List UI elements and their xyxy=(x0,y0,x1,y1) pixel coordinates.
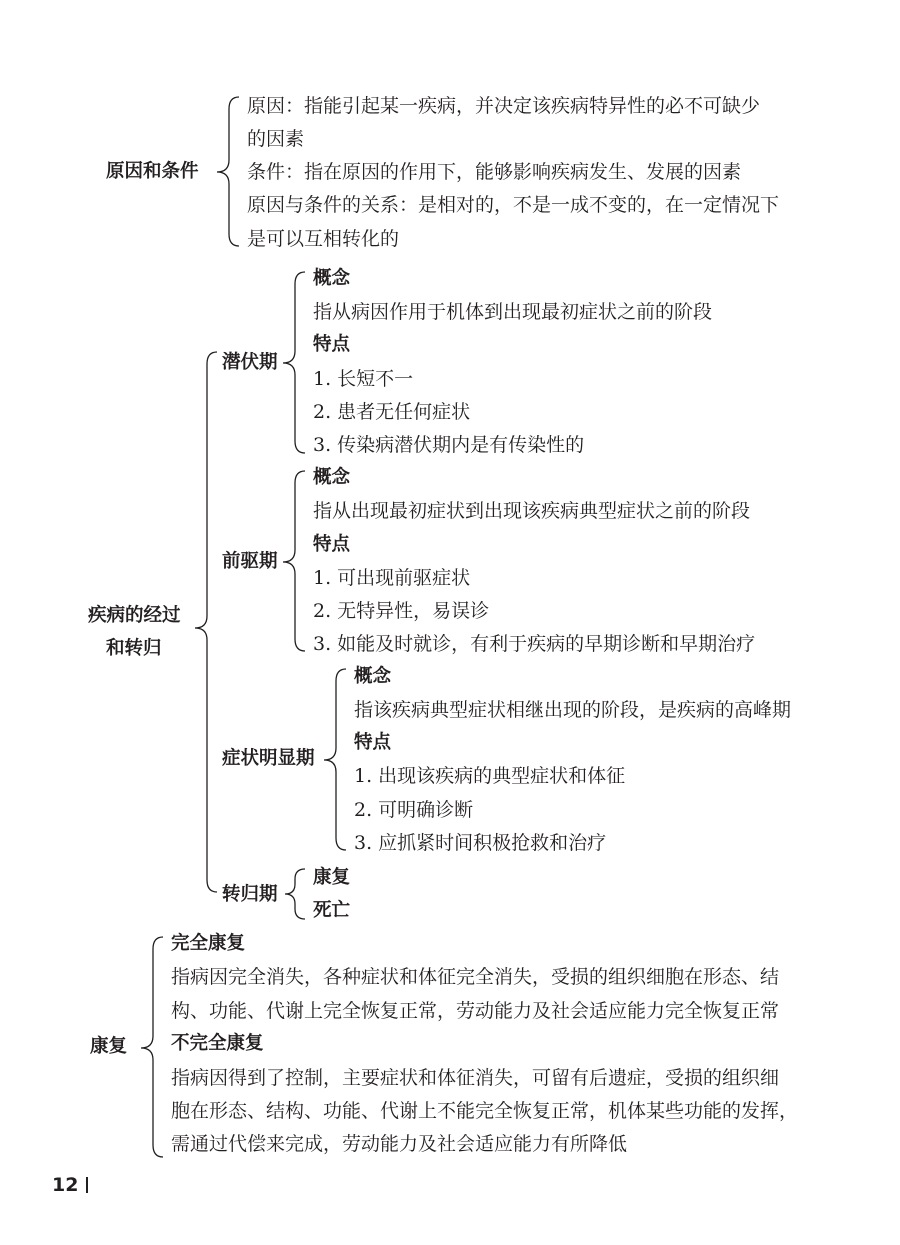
incomplete-recovery-heading: 不完全康复 xyxy=(171,1033,264,1054)
prodromal-feature-1: 1. 可出现前驱症状 xyxy=(313,567,471,589)
symptomatic-concept-text: 指该疾病典型症状相继出现的阶段，是疾病的高峰期 xyxy=(354,699,792,721)
prodromal-feature-3: 3. 如能及时就诊，有利于疾病的早期诊断和早期治疗 xyxy=(313,633,756,655)
cause-definition-line2: 的因素 xyxy=(247,128,305,150)
course-outcome-label-line1: 疾病的经过 xyxy=(88,605,181,626)
complete-recovery-heading: 完全康复 xyxy=(171,933,246,954)
brace-outcome xyxy=(285,869,305,919)
relation-line1: 原因与条件的关系：是相对的，不是一成不变的，在一定情况下 xyxy=(247,194,780,216)
complete-recovery-text-line1: 指病因完全消失，各种症状和体征完全消失，受损的组织细胞在形态、结 xyxy=(171,966,780,988)
brace-latent xyxy=(283,272,305,453)
brace-prodromal xyxy=(283,471,305,651)
outcome-period-label: 转归期 xyxy=(222,884,278,905)
latent-feature-1: 1. 长短不一 xyxy=(313,368,414,390)
outcome-recovery: 康复 xyxy=(313,867,351,888)
brace-symptom xyxy=(324,669,346,850)
latent-concept-text: 指从病因作用于机体到出现最初症状之前的阶段 xyxy=(313,301,713,323)
latent-feature-2: 2. 患者无任何症状 xyxy=(313,401,471,423)
prodromal-feature-2: 2. 无特异性，易误诊 xyxy=(313,600,490,622)
incomplete-recovery-text-line1: 指病因得到了控制，主要症状和体征消失，可留有后遗症，受损的组织细 xyxy=(171,1067,780,1089)
latent-period-label: 潜伏期 xyxy=(222,352,278,373)
incomplete-recovery-text-line2: 胞在形态、结构、功能、代谢上不能完全恢复正常，机体某些功能的发挥， xyxy=(171,1100,799,1122)
incomplete-recovery-text-line3: 需通过代偿来完成，劳动能力及社会适应能力有所降低 xyxy=(171,1133,628,1155)
prodromal-concept-text: 指从出现最初症状到出现该疾病典型症状之前的阶段 xyxy=(313,500,751,522)
course-outcome-label-line2: 和转归 xyxy=(106,638,162,659)
prodromal-features-heading: 特点 xyxy=(313,534,351,555)
latent-concept-heading: 概念 xyxy=(313,268,351,289)
condition-definition: 条件：指在原因的作用下，能够影响疾病发生、发展的因素 xyxy=(247,161,742,183)
symptomatic-feature-2: 2. 可明确诊断 xyxy=(354,799,474,821)
recovery-label: 康复 xyxy=(90,1036,128,1057)
outcome-death: 死亡 xyxy=(313,900,351,921)
complete-recovery-text-line2: 构、功能、代谢上完全恢复正常，劳动能力及社会适应能力完全恢复正常 xyxy=(171,1000,780,1022)
symptomatic-period-label: 症状明显期 xyxy=(222,748,315,769)
symptomatic-feature-1: 1. 出现该疾病的典型症状和体征 xyxy=(354,765,626,787)
brace-course xyxy=(195,352,217,892)
prodromal-period-label: 前驱期 xyxy=(222,551,278,572)
symptomatic-concept-heading: 概念 xyxy=(354,666,392,687)
page-number: 12 xyxy=(52,1174,79,1196)
relation-line2: 是可以互相转化的 xyxy=(247,228,400,250)
symptomatic-feature-3: 3. 应抓紧时间积极抢救和治疗 xyxy=(354,832,607,854)
causes-conditions-label: 原因和条件 xyxy=(106,161,199,182)
symptomatic-features-heading: 特点 xyxy=(354,732,392,753)
cause-definition-line1: 原因：指能引起某一疾病，并决定该疾病特异性的必不可缺少 xyxy=(247,95,761,117)
prodromal-concept-heading: 概念 xyxy=(313,467,351,488)
latent-features-heading: 特点 xyxy=(313,334,351,355)
page-number-divider xyxy=(86,1177,88,1193)
brace-recovery xyxy=(141,937,163,1157)
latent-feature-3: 3. 传染病潜伏期内是有传染性的 xyxy=(313,434,585,456)
brace-causes xyxy=(217,97,239,246)
